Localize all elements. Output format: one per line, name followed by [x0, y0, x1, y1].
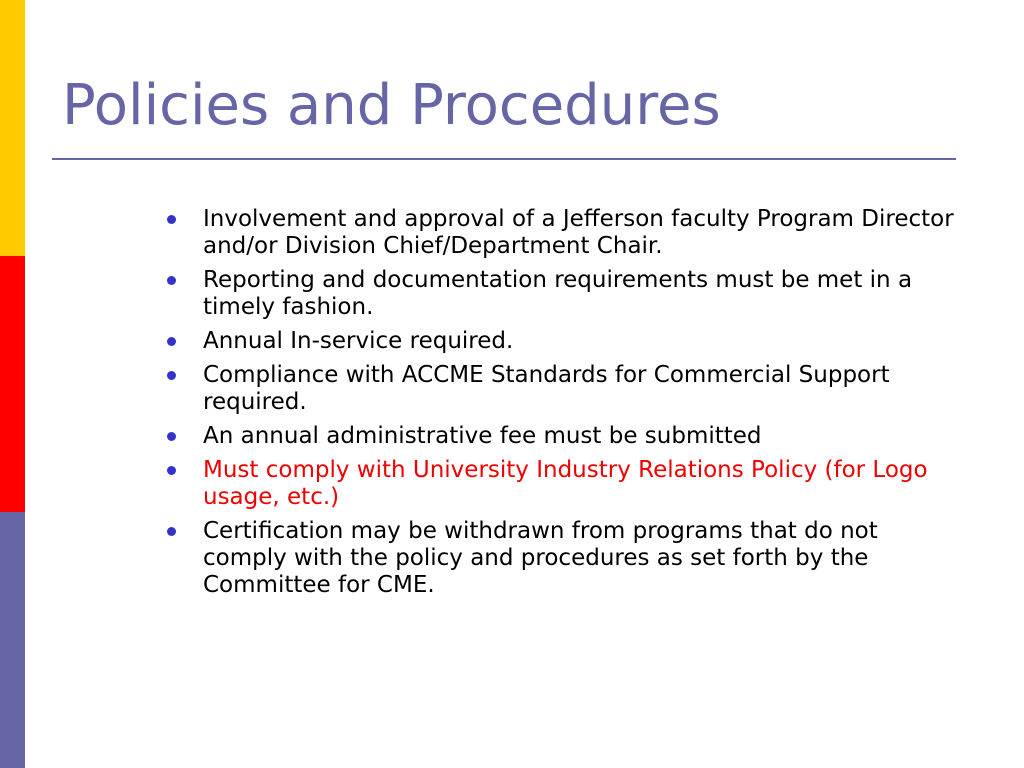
bullet-text: Reporting and documentation requirements must be met in a timely fashion. — [203, 267, 913, 320]
bullet-dot-icon — [167, 466, 176, 475]
bullet-item — [163, 423, 963, 450]
bullet-item — [163, 267, 963, 321]
bullet-list — [163, 206, 963, 606]
bullet-text: Annual In-service required. — [203, 328, 514, 354]
bullet-dot-icon — [167, 527, 176, 536]
bullet-dot-icon — [167, 276, 176, 285]
bullet-text: An annual administrative fee must be submitted — [203, 423, 762, 449]
sidebar-stripe-red — [0, 256, 25, 512]
bullet-item — [163, 362, 963, 416]
bullet-item — [163, 328, 963, 355]
bullet-text: Compliance with ACCME Standards for Commercial Support required. — [203, 362, 890, 415]
bullet-item — [163, 518, 963, 599]
title-divider — [52, 158, 956, 160]
bullet-text: Certification may be withdrawn from programs that do not comply with the policy and procedures as set forth by the Committee for CME. — [203, 518, 878, 598]
bullet-text: Must comply with University Industry Relations Policy (for Logo usage, etc.) — [203, 457, 928, 510]
bullet-item — [163, 206, 963, 260]
slide-title: Policies and Procedures — [62, 73, 721, 138]
bullet-dot-icon — [167, 432, 176, 441]
bullet-dot-icon — [167, 215, 176, 224]
bullet-dot-icon — [167, 337, 176, 346]
bullet-item — [163, 457, 963, 511]
sidebar-stripe-purple — [0, 512, 25, 768]
sidebar-stripe-yellow — [0, 0, 25, 256]
bullet-text: Involvement and approval of a Jefferson faculty Program Director and/or Division Chief/Department Chair. — [203, 206, 954, 259]
bullet-dot-icon — [167, 371, 176, 380]
